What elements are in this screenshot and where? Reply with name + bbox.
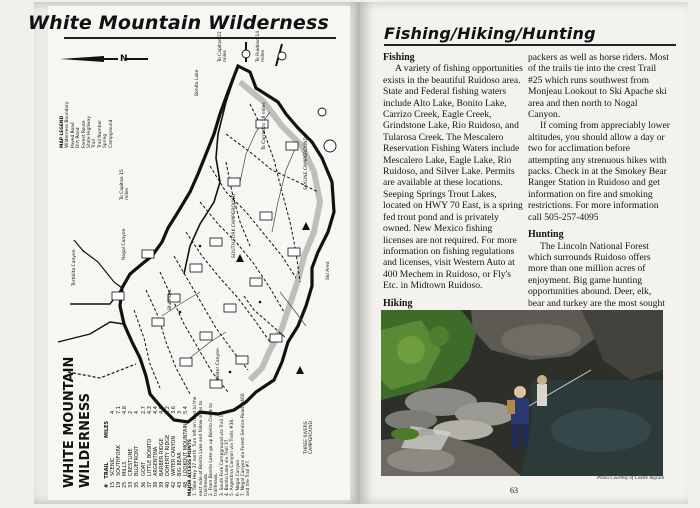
access-item: 2. From Bonito Lake go up Bonito Creek to trailheads.	[209, 403, 220, 496]
map-label-bonito-lake: Bonito Lake	[195, 69, 200, 96]
wilderness-title-line1: WHITE MOUNTAIN	[62, 356, 77, 488]
access-header: MAJOR ACCESS POINTS	[188, 439, 193, 496]
trail-table	[104, 368, 189, 488]
map-label-tortolita: Tortolita Canyon	[72, 249, 77, 286]
trail-name: DOHERTY RIDGE	[164, 434, 171, 476]
left-page-title: White Mountain Wilderness	[28, 12, 330, 34]
text-column-right	[528, 52, 670, 320]
map-label-to-ruidoso: To Ruidoso 14 miles	[256, 30, 266, 62]
map-label-skyline: SKYLINE CAMPGROUND	[304, 137, 309, 190]
trail-name: WATER CANYON	[171, 435, 178, 476]
trail-name: BARBER RIDGE	[158, 438, 165, 476]
legend-item: Campground	[108, 119, 114, 148]
access-item: 6. Nogal Canyon.	[235, 458, 241, 496]
photo-credit: Photo Courtesy of Lisette Ingram	[597, 476, 664, 481]
north-label: N	[120, 54, 128, 64]
trail-number: 48	[183, 481, 190, 488]
left-title-rule	[64, 37, 336, 39]
hunting-paragraph: The Lincoln National Forest which surrounds Ruidoso offers more than one million acres of enjoyment. Big game hunting opportunities abound. Deer, elk, bear and turkey are the most sought	[528, 240, 665, 309]
trail-number: 36	[140, 481, 147, 488]
map-legend	[60, 78, 114, 148]
trail-header-miles: MILES	[104, 420, 110, 438]
trail-miles: 4.8	[158, 406, 165, 414]
trail-number: 40	[164, 481, 171, 488]
trail-header-name: TRAIL	[104, 462, 110, 479]
right-page-title: Fishing/Hiking/Hunting	[384, 24, 596, 43]
trail-miles: 2	[128, 410, 135, 414]
fishing-photo	[381, 310, 663, 476]
wilderness-title-line2: WILDERNESS	[78, 392, 93, 488]
trail-name: LITTLE BONITO	[146, 438, 153, 476]
access-item: 7. Nogal Canyon via Forest Service Road #400 and the Trail #7.	[240, 393, 252, 496]
map-label-three-rivers: THREE RIVERS CAMPGROUND	[304, 420, 314, 454]
trail-miles: 5.4	[183, 406, 190, 414]
map-label-nogal-canyon: Nogal Canyon	[122, 228, 127, 260]
legend-item: Paved Road	[70, 122, 76, 148]
access-points	[188, 388, 252, 496]
map-label-to-capitan: To Capitan 22 miles	[218, 31, 228, 62]
trail-header-number: #	[104, 483, 110, 488]
legend-item: State Highway	[87, 116, 93, 148]
hiking-paragraph-2: If coming from appreciably lower altitudes, you should allow a day or two for acclimation before attempting any strenuous hikes with packs. Check in at the Smokey Bear Ranger Station in Ruidoso and get information on fire and smoking restrictions. For more information call 505-257-4095	[528, 120, 670, 223]
trail-number: 37	[146, 481, 153, 488]
legend-item: Wilderness Boundary	[65, 101, 71, 148]
trail-number: 15	[110, 481, 117, 488]
trail-name: SCENIC	[110, 457, 117, 476]
legend-item: Trail	[92, 139, 98, 148]
legend-item: Trail Number	[97, 119, 103, 148]
legend-item: Dirt Road	[76, 127, 82, 148]
trail-number: 35	[134, 481, 141, 488]
trail-name: SOUTHFORK	[116, 444, 123, 476]
trail-name: BLUEFRONT	[134, 446, 141, 476]
text-column-left	[383, 52, 523, 343]
trail-number: 33	[128, 481, 135, 488]
map-label-trail-tag-top: To Capitan 15 miles	[120, 169, 130, 200]
trail-name: CRESTLINE	[128, 448, 135, 476]
trail-miles: 4	[110, 410, 117, 414]
map-label-ski-area: Ski Area	[326, 261, 331, 280]
trail-number: 43	[177, 481, 184, 488]
legend-item: Spring	[103, 133, 109, 148]
trail-number: 39	[158, 481, 165, 488]
trail-name: GOAT	[140, 462, 147, 476]
map-label-bluefront: Bluefront	[168, 289, 173, 310]
trail-miles: 4	[134, 410, 141, 414]
trail-rows	[110, 368, 189, 488]
trail-number: 19	[116, 481, 123, 488]
trail-name: BIG BEAR	[177, 452, 184, 476]
trail-miles: 4.4	[152, 406, 159, 414]
trail-name: MILLS	[122, 461, 129, 476]
wilderness-title	[62, 357, 94, 488]
trail-name: LOOKOUT MOUNTAIN	[183, 423, 190, 476]
right-title-rule	[384, 44, 676, 46]
trail-number: 42	[171, 481, 178, 488]
hiking-heading: Hiking	[383, 297, 413, 309]
trail-name: ARGENTINA	[152, 446, 159, 476]
trail-miles: 3.6	[171, 406, 178, 414]
legend-header: MAP LEGEND	[60, 115, 65, 148]
map-label-water-canyon: Water Canyon	[216, 348, 221, 380]
access-item: 5. Argentina Canyon via Trails #38.	[230, 418, 236, 496]
page-number: 63	[510, 486, 518, 495]
hunting-heading: Hunting	[528, 229, 564, 241]
trail-miles: 7.1	[116, 406, 123, 414]
trail-miles: 4.2	[164, 406, 171, 414]
legend-item: Forest Route	[81, 120, 87, 148]
fishing-heading: Fishing	[383, 52, 415, 63]
trail-miles: 2.7	[140, 406, 147, 414]
trail-number: 25	[122, 481, 129, 488]
access-item: 4. Bonito Lake via Trail 37.	[225, 438, 231, 496]
trail-miles: 4.8	[122, 406, 129, 414]
map-label-south-fork: SOUTH FORK CAMPGROUND	[232, 194, 237, 258]
map-label-to-carrizozo: To Carrizozo 18 miles	[262, 102, 267, 150]
fishing-paragraph: A variety of fishing opportunities exists in the beautiful Ruidoso area. State and Federal fishing waters include Alto Lake, Bonito Lake, Carrizo Creek, Eagle Creek, Grindstone Lake, Rio Ruidoso, and Tularosa Creek. The Mescalero Reservation Fishing Waters include Mescalero Lake, Eagle Lake, Rio Ruidoso, and Silver Lake. Permits are available at these locations. Seeping Springs Trout Lakes, located on HWY 70 East, is a spring fed trout pond and is privately owned. New Mexico fishing licenses are not required. For more information on fishing regulations and licenses, visit Western Auto at 400 Mechem in Ruidoso, or Fly's Etc. in Midtown Ruidoso.	[383, 63, 523, 292]
trail-number: 38	[152, 481, 159, 488]
access-item: 1. Take Hwy 37 north. Turn left on road to the east side of Bonito Lake and follow signs to trailheads.	[193, 396, 209, 496]
trail-miles: 4.3	[146, 406, 153, 414]
hiking-continuation: packers as well as horse riders. Most of the trails tie into the crest Trail #25 which runs southwest from Monjeau Lookout to Ski Apache ski area and then north to Nogal Canyon.	[528, 52, 669, 121]
trail-miles: 3	[177, 410, 184, 414]
access-item: 3. South Fork Campground via Trail 19.	[219, 410, 225, 496]
